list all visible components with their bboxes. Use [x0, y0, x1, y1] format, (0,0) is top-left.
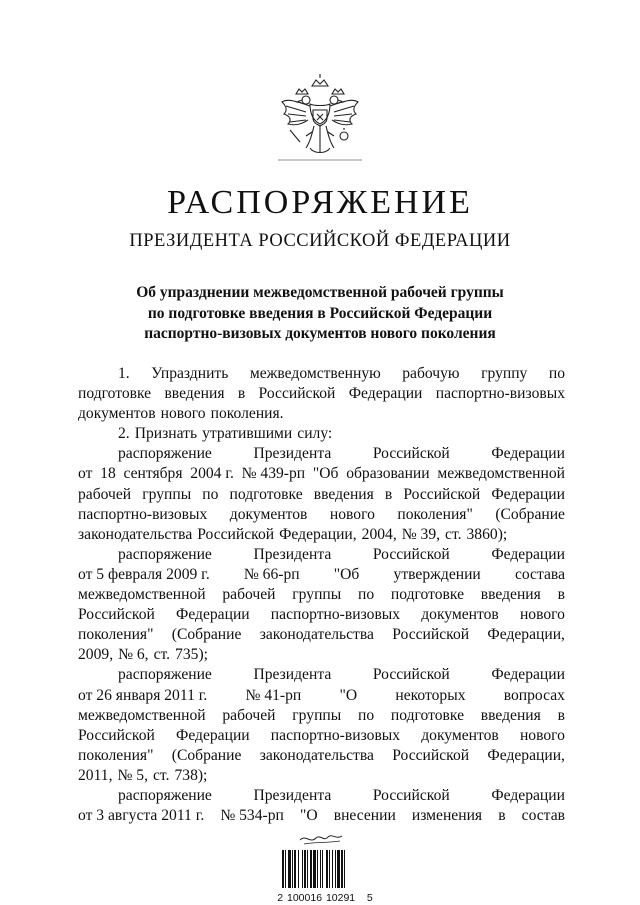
- body-word: рабочей: [222, 586, 276, 604]
- body-word: по: [202, 485, 219, 503]
- barcode-bar: [317, 850, 318, 888]
- barcode-bar: [322, 850, 323, 888]
- body-word: группы: [292, 706, 342, 724]
- body-word: введения: [313, 485, 374, 503]
- body-word: сентября: [123, 465, 183, 483]
- barcode-bar: [294, 850, 296, 888]
- body-word: ст.: [153, 646, 171, 664]
- body-word: Президента: [253, 786, 332, 804]
- body-word: законодательства: [78, 525, 193, 543]
- body-word: по: [357, 706, 375, 724]
- body-line: [78, 545, 565, 565]
- body-word: Президента: [253, 445, 332, 463]
- body-word: № 41-рп: [245, 686, 302, 704]
- barcode-bar: [335, 850, 336, 888]
- body-word: нового: [329, 505, 375, 523]
- body-word: Упразднить: [151, 365, 229, 382]
- body-word: поколения": [78, 746, 154, 764]
- body-word: силу:: [297, 425, 333, 443]
- body-word: введения: [480, 706, 541, 724]
- barcode-bar: [298, 850, 299, 888]
- body-word: введения: [164, 385, 225, 403]
- document-title: [60, 283, 580, 345]
- body-word: Федерации: [491, 485, 565, 503]
- body-line: [78, 364, 565, 384]
- body-word: ст.: [445, 525, 462, 543]
- barcode-bar: [341, 850, 343, 888]
- body-word: распоряжение: [118, 666, 212, 684]
- body-line: [78, 686, 565, 706]
- body-word: Федерации: [348, 385, 423, 403]
- body-word: Федерации: [491, 545, 565, 563]
- body-word: Признать: [134, 425, 198, 443]
- body-word: (Собрание: [171, 626, 242, 644]
- barcode-bar: [313, 850, 316, 888]
- body-word: 2.: [118, 425, 130, 443]
- body-word: Федерации,: [279, 525, 357, 543]
- body-word: "О: [339, 686, 358, 704]
- body-word: Российской: [258, 385, 336, 403]
- body-line: [78, 665, 565, 685]
- body-word: в: [557, 706, 565, 724]
- body-word: Российской: [392, 626, 470, 644]
- body-word: "О: [299, 807, 318, 825]
- body-word: подготовке: [78, 385, 152, 403]
- body-word: внесении: [333, 807, 396, 825]
- body-word: в: [384, 485, 393, 503]
- barcode-bar: [288, 850, 291, 888]
- body-word: межведомственной: [78, 706, 206, 724]
- body-word: (Собрание: [495, 505, 565, 523]
- barcode: [281, 850, 363, 888]
- body-line: [78, 806, 565, 826]
- body-word: 2009,: [78, 646, 114, 664]
- barcode-bar: [329, 850, 330, 888]
- body-word: Федерации,: [487, 626, 565, 644]
- body-word: Российской: [372, 786, 450, 804]
- body-line: [78, 444, 565, 464]
- body-word: распоряжение: [118, 445, 212, 463]
- body-line: [78, 645, 565, 665]
- body-line: [78, 706, 565, 726]
- body-line: [78, 505, 565, 525]
- body-word: межведомственную: [249, 365, 381, 382]
- body-line: [78, 786, 565, 806]
- body-word: нового: [519, 606, 565, 624]
- barcode-bar: [285, 850, 286, 888]
- body-word: 2004 г.: [190, 465, 234, 483]
- body-word: № 534-рп: [220, 807, 284, 825]
- body-word: документов: [78, 405, 156, 423]
- barcode-bar: [320, 850, 321, 888]
- body-word: 3860);: [466, 525, 508, 543]
- body-word: от 3 августа 2011 г.: [78, 807, 205, 825]
- body-word: образовании: [346, 465, 430, 483]
- barcode-bar: [332, 850, 333, 888]
- body-word: документов: [229, 505, 308, 523]
- body-word: поколения": [78, 626, 154, 644]
- body-word: № 39,: [401, 525, 441, 543]
- body-word: некоторых: [395, 686, 466, 704]
- body-line: [78, 565, 565, 585]
- body-word: Федерации: [176, 606, 250, 624]
- body-word: в: [237, 385, 246, 403]
- body-word: Федерации: [491, 445, 565, 463]
- barcode-bar: [292, 850, 293, 888]
- body-word: Президента: [253, 666, 332, 684]
- barcode-bar: [326, 850, 328, 888]
- body-word: паспортно-визовых: [270, 606, 401, 624]
- body-word: поколения.: [210, 405, 284, 423]
- body-word: Российской: [197, 525, 275, 543]
- body-line: [78, 485, 565, 505]
- body-word: 2011,: [78, 766, 113, 784]
- body-line: [78, 424, 565, 444]
- body-word: паспортно-визовых: [435, 385, 565, 403]
- body-word: подготовке: [229, 485, 303, 503]
- title-line: Об упразднении межведомственной рабочей группы: [136, 284, 504, 301]
- body-line: [78, 746, 565, 766]
- body-word: "Об: [312, 465, 339, 483]
- body-word: распоряжение: [118, 786, 212, 804]
- body-line: [78, 464, 565, 484]
- body-word: группы: [142, 485, 192, 503]
- body-word: Федерации: [491, 666, 565, 684]
- body-word: нового: [519, 726, 565, 744]
- body-line: [78, 766, 565, 786]
- body-word: Российской: [372, 666, 450, 684]
- body-word: рабочей: [78, 485, 132, 503]
- body-word: по: [548, 365, 565, 382]
- body-word: 2004,: [361, 525, 397, 543]
- body-line: [78, 525, 565, 545]
- body-word: межведомственной: [437, 465, 565, 483]
- body-word: № 6,: [118, 646, 149, 664]
- body-word: "Об: [333, 565, 360, 583]
- registration-mark-icon: [296, 828, 346, 848]
- body-word: подготовке: [390, 706, 464, 724]
- body-line: [78, 404, 565, 424]
- body-word: № 66-рп: [243, 565, 300, 583]
- body-word: рабочую: [402, 365, 460, 382]
- body-word: Президента: [253, 545, 332, 563]
- barcode-bar: [337, 850, 340, 888]
- barcode-bar: [304, 850, 306, 888]
- barcode-bar: [310, 850, 312, 888]
- body-word: Российской: [78, 726, 155, 744]
- body-word: введения: [480, 586, 541, 604]
- body-word: № 439-рп: [241, 465, 306, 483]
- body-word: изменения: [411, 807, 483, 825]
- body-word: вопросах: [503, 686, 565, 704]
- body-word: 1.: [118, 365, 130, 382]
- body-word: в: [498, 807, 506, 825]
- document-type-heading: РАСПОРЯЖЕНИЕ: [167, 184, 473, 221]
- body-word: поколения": [397, 505, 473, 523]
- body-word: подготовке: [390, 586, 464, 604]
- body-word: нового: [160, 405, 206, 423]
- body-line: [78, 585, 565, 605]
- body-word: 735);: [175, 646, 208, 664]
- body-line: [78, 605, 565, 625]
- barcode-bar: [302, 850, 303, 888]
- body-word: 18: [100, 465, 116, 483]
- body-word: утверждении: [393, 565, 481, 583]
- body-word: Российской: [372, 445, 450, 463]
- body-word: межведомственной: [78, 586, 206, 604]
- body-line: [78, 384, 565, 404]
- body-word: документов: [421, 726, 499, 744]
- body-word: состава: [514, 565, 565, 583]
- body-word: по: [357, 586, 375, 604]
- body-word: в: [557, 586, 565, 604]
- body-word: группы: [292, 586, 342, 604]
- body-word: законодательства: [259, 626, 374, 644]
- title-line: по подготовке введения в Российской Федерации: [147, 304, 493, 322]
- body-word: 738);: [174, 766, 208, 784]
- body-word: Российской: [392, 746, 470, 764]
- barcode-number: 2 100016 10291 5: [277, 892, 373, 904]
- coat-of-arms-icon: [276, 72, 364, 168]
- body-word: группу: [481, 365, 528, 382]
- body-word: законодательства: [259, 746, 374, 764]
- body-word: распоряжение: [118, 545, 212, 563]
- body-word: ст.: [153, 766, 170, 784]
- body-word: Российской: [78, 606, 155, 624]
- body-word: рабочей: [222, 706, 276, 724]
- body-word: от: [78, 465, 93, 483]
- body-word: паспортно-визовых: [78, 505, 208, 523]
- body-word: Федерации: [176, 726, 250, 744]
- body-word: утратившими: [202, 425, 293, 443]
- body-word: Российской: [403, 485, 481, 503]
- body-line: [78, 625, 565, 645]
- body-word: Российской: [372, 545, 450, 563]
- barcode-bar: [344, 850, 345, 888]
- body-word: паспортно-визовых: [270, 726, 401, 744]
- document-body: [78, 364, 565, 826]
- body-word: от 5 февраля 2009 г.: [78, 565, 210, 583]
- body-word: Федерации: [491, 786, 565, 804]
- body-word: № 5,: [117, 766, 148, 784]
- barcode-bar: [282, 850, 284, 888]
- body-word: документов: [421, 606, 499, 624]
- body-word: Федерации,: [487, 746, 565, 764]
- body-word: от 26 января 2011 г.: [78, 686, 208, 704]
- title-line: паспортно-визовых документов нового поколения: [144, 325, 496, 342]
- body-line: [78, 726, 565, 746]
- body-word: (Собрание: [171, 746, 242, 764]
- barcode-bar: [307, 850, 308, 888]
- body-word: состав: [521, 807, 565, 825]
- issuer-heading: ПРЕЗИДЕНТА РОССИЙСКОЙ ФЕДЕРАЦИИ: [129, 231, 511, 251]
